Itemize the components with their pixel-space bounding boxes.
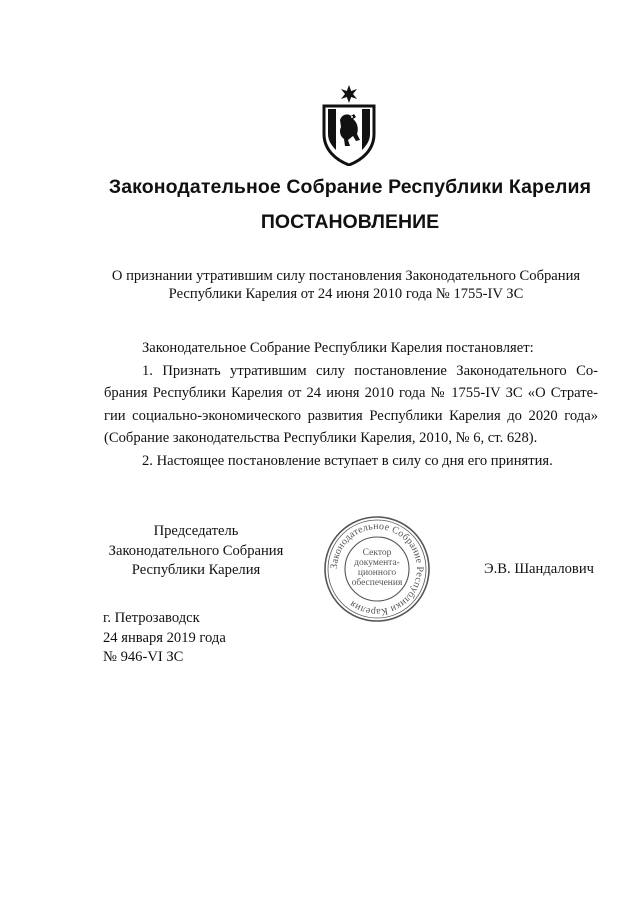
- footer-number: № 946-VI ЗС: [103, 649, 184, 665]
- signer-title: [96, 522, 296, 581]
- official-stamp: [322, 514, 432, 624]
- footer-date: 24 января 2019 года: [103, 629, 226, 646]
- document-subject: [96, 267, 596, 303]
- stamp-ring-text: Законодательное Собрание Республики Карелия: [328, 520, 426, 618]
- signer-title-line: Законодательного Собрания: [108, 542, 284, 559]
- stamp-center-line: документа-: [354, 558, 400, 568]
- body-item-1: [104, 360, 598, 450]
- document-type-heading: ПОСТАНОВЛЕНИЕ: [260, 211, 440, 233]
- body-item-2: 2. Настоящее постановление вступает в силу со дня его принятия.: [142, 452, 553, 469]
- document-footer: [103, 609, 226, 668]
- document-body: [104, 337, 598, 472]
- subject-line: О признании утратившим силу постановления Законодательного Собрания: [111, 268, 581, 284]
- stamp-center-line: обеспечения: [351, 578, 403, 588]
- stamp-center-line: ционного: [357, 568, 397, 578]
- signer-title-line: Председатель: [153, 523, 239, 539]
- body-intro: Законодательное Собрание Республики Карелия постановляет:: [142, 340, 534, 356]
- footer-city: г. Петрозаводск: [103, 610, 200, 626]
- body-item-1-line: (Собрание законодательства Республики Карелия, 2010, № 6, ст. 628).: [104, 430, 538, 446]
- stamp-center-line: Сектор: [362, 548, 392, 558]
- signer-name: Э.В. Шандалович: [484, 561, 594, 577]
- organization-title: Законодательное Собрание Республики Карелия: [108, 176, 592, 198]
- body-item-1-line: 1. Признать утратившим силу постановление Законодательного Со-: [142, 362, 598, 379]
- subject-line: Республики Карелия от 24 июня 2010 года № 1755-IV ЗС: [168, 286, 524, 302]
- signer-title-line: Республики Карелия: [131, 562, 261, 578]
- body-item-1-line: гии социально-экономического развития Республики Карелия до 2020 года»: [104, 407, 598, 424]
- body-item-1-line: брания Республики Карелия от 24 июня 2010 года № 1755-IV ЗС «О Страте-: [104, 385, 598, 401]
- karelia-coat-of-arms-icon: [316, 84, 382, 166]
